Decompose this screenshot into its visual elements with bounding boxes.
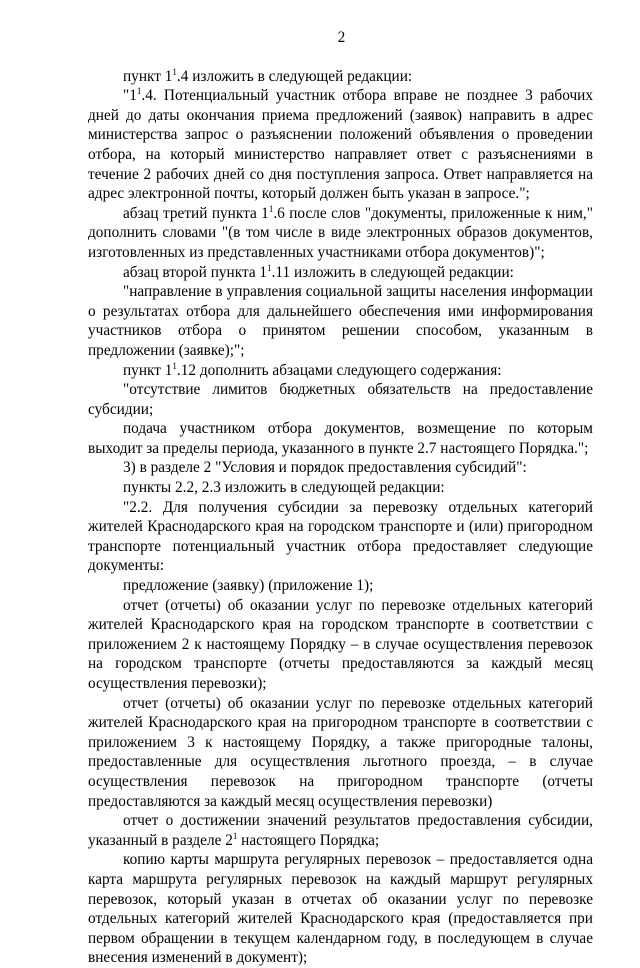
- paragraph-15: отчет о достижении значений результатов предоставления субсидии, указанный в разделе $2^1$ настоящего Порядка;: [88, 812, 593, 849]
- paragraph-2: "$1^1.4$. Потенциальный участник отбора вправе не позднее 3 рабочих дней до даты окончания приема предложений (заявок) направить в адрес министерства запрос о разъяснении положений объявления о проведении отбора, на который министерство направляет ответ с разъяснениями в течение 2 рабочих дней со дня поступления запроса. Ответ направляется на адрес электронной почты, который должен быть указан в запросе.";: [88, 86, 593, 203]
- superscript: 1: [267, 262, 272, 273]
- page-number: 2: [337, 29, 346, 46]
- paragraph-7: "отсутствие лимитов бюджетных обязательств на предоставление субсидии;: [88, 381, 593, 418]
- superscript: 1: [172, 360, 177, 371]
- paragraph-1: пункт $1^1.4$ изложить в следующей редакции:: [123, 66, 413, 85]
- superscript: 1: [136, 86, 142, 97]
- paragraph-13: отчет (отчеты) об оказании услуг по перевозке отдельных категорий жителей Краснодарского края на городском транспорте в соответствии с приложением 2 к настоящему Порядку – в случае осуществления перевозок на городском транспорте (отчеты предоставляются за каждый месяц осуществления перевозки);: [88, 596, 593, 692]
- superscript: 1: [172, 66, 177, 77]
- paragraph-3: абзац третий пункта $1^1.6$ после слов "документы, приложенные к ним," дополнить словами "(в том числе в виде электронных образов документов, изготовленных из представленных участниками отбора документов)";: [88, 203, 593, 261]
- paragraph-12: предложение (заявку) (приложение 1);: [123, 577, 374, 595]
- paragraph-11: "2.2. Для получения субсидии за перевозку отдельных категорий жителей Краснодарского края на городском транспорте и (или) пригородном транспорте потенциальный участник отбора предоставляет следующие документы:: [88, 498, 593, 575]
- superscript: 1: [232, 830, 238, 841]
- paragraph-8: подача участником отбора документов, возмещение по которым выходит за пределы периода, указанного в пункте 2.7 настоящего Порядка.";: [88, 420, 593, 457]
- paragraph-14: отчет (отчеты) об оказании услуг по перевозке отдельных категорий жителей Краснодарского края на пригородном транспорте в соответствии с приложением 3 к настоящему Порядку, а также пригородные талоны, предоставленные для осуществления льготного проезда, – в случае осуществления перевозок на пригородном транспорте (отчеты предоставляются за каждый месяц осуществления перевозки): [88, 694, 593, 810]
- paragraph-16: копию карты маршрута регулярных перевозок – предоставляется одна карта маршрута регулярных перевозок на каждый маршрут регулярных перевозок, который указан в отчетах об оказании услуг по перевозке отдельных категорий жителей Краснодарского края (предоставляется при первом обращении в текущем календарном году, в последующем в случае внесения изменений в документ);: [88, 851, 593, 967]
- paragraph-9: 3) в разделе 2 "Условия и порядок предоставления субсидий":: [123, 459, 527, 477]
- paragraph-4: абзац второй пункта $1^1.11$ изложить в следующей редакции:: [123, 262, 514, 281]
- paragraph-10: пункты 2.2, 2.3 изложить в следующей редакции:: [123, 479, 445, 497]
- superscript: 1: [268, 203, 274, 214]
- paragraph-5: "направление в управления социальной защиты населения информации о результатах отбора для дальнейшего обеспечения ими информирования участников отбора о принятом решении способом, указанным в предложении (заявке);";: [88, 283, 593, 359]
- paragraph-6: пункт $1^1.12$ дополнить абзацами следующего содержания:: [123, 360, 502, 379]
